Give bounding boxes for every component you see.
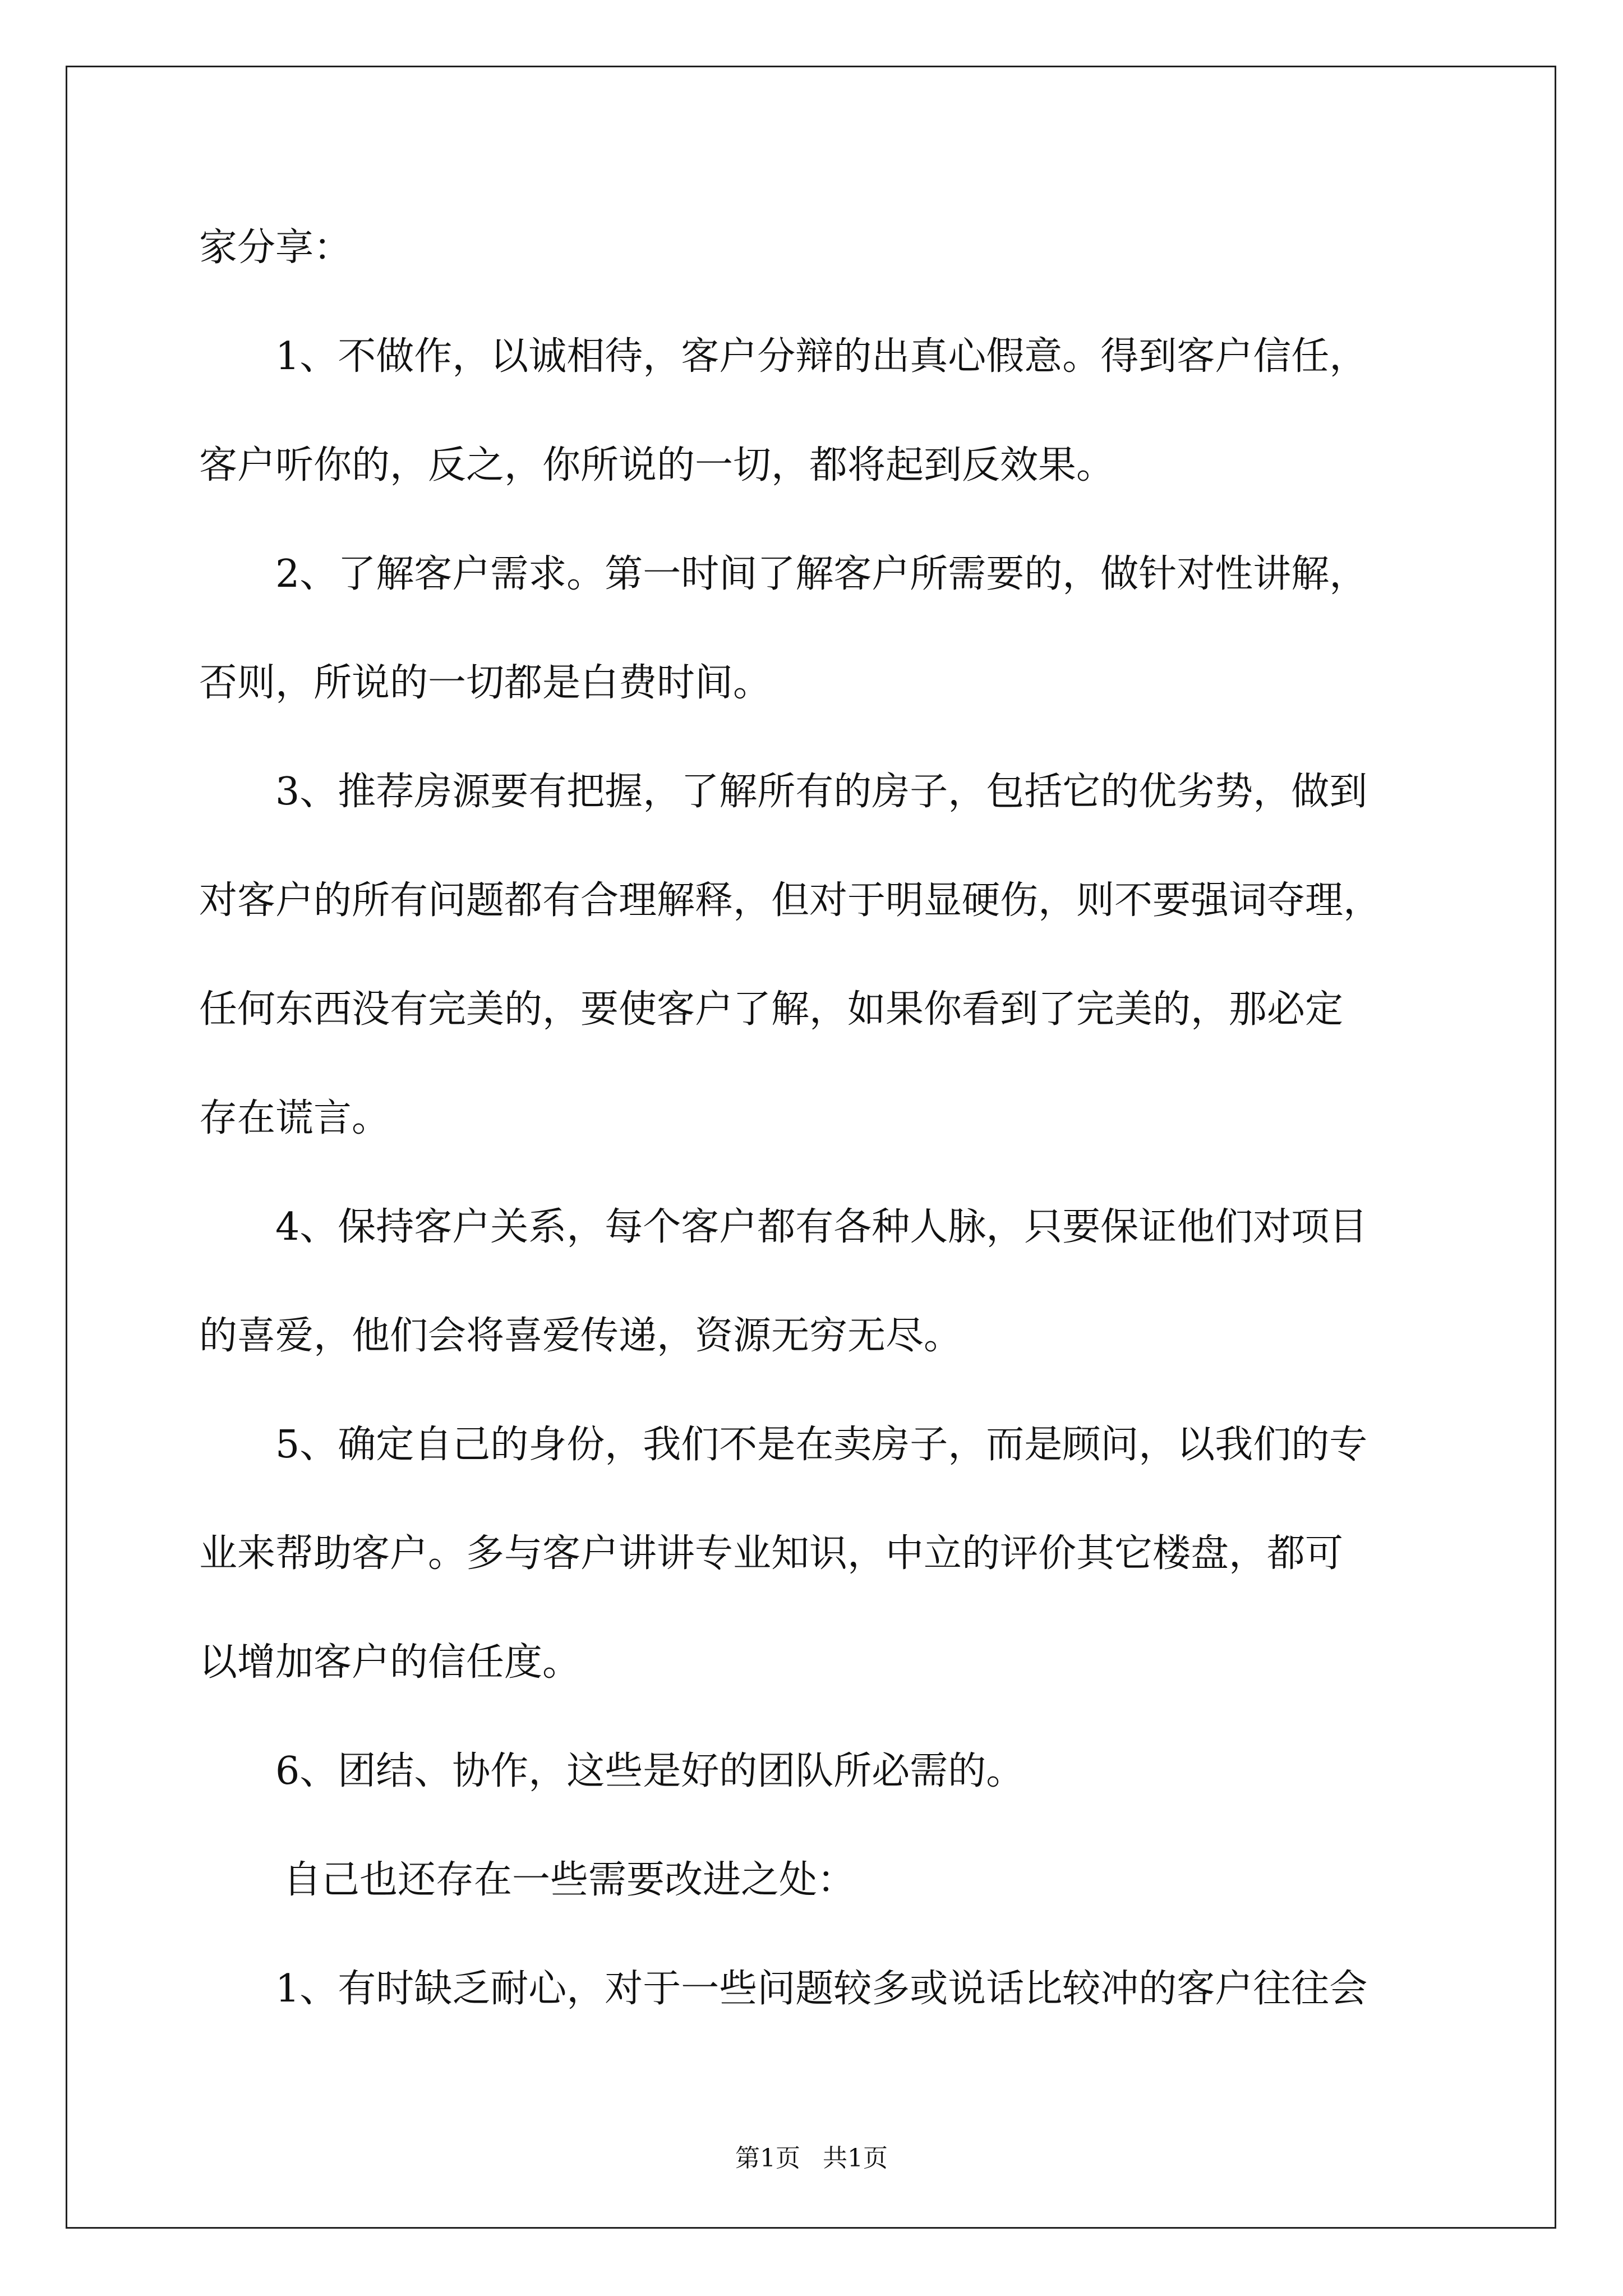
text-line: 对客户的所有问题都有合理解释，但对于明显硬伤，则不要强词夺理， [199, 878, 1382, 923]
text-line: 1、不做作，以诚相待，客户分辩的出真心假意。得到客户信任， [275, 334, 1368, 379]
page-number-current: 第1页 [735, 2144, 800, 2173]
text-line: 客户听你的，反之，你所说的一切，都将起到反效果。 [199, 443, 1115, 487]
text-line: 1、有时缺乏耐心，对于一些问题较多或说话比较冲的客户往往会 [275, 1967, 1368, 2011]
text-line: 业来帮助客户。多与客户讲讲专业知识，中立的评价其它楼盘，都可 [199, 1531, 1344, 1576]
text-line: 以增加客户的信任度。 [199, 1640, 581, 1685]
text-line: 6、团结、协作，这些是好的团队所必需的。 [275, 1749, 1025, 1793]
page-footer [0, 2142, 1623, 2175]
text-line: 家分享： [199, 226, 352, 270]
text-line: 5、确定自己的身份，我们不是在卖房子，而是顾问，以我们的专 [275, 1423, 1368, 1467]
text-line: 否则，所说的一切都是白费时间。 [199, 661, 772, 705]
text-line: 2、了解客户需求。第一时间了解客户所需要的，做针对性讲解， [275, 552, 1368, 596]
text-line: 存在谎言。 [199, 1096, 390, 1140]
text-line: 任何东西没有完美的，要使客户了解，如果你看到了完美的，那必定 [199, 987, 1344, 1032]
text-line: 的喜爱，他们会将喜爱传递，资源无穷无尽。 [199, 1314, 962, 1358]
text-line: 4、保持客户关系，每个客户都有各种人脉，只要保证他们对项目 [275, 1205, 1368, 1249]
text-line: 自己也还存在一些需要改进之处： [283, 1858, 856, 1902]
text-line: 3、推荐房源要有把握，了解所有的房子，包括它的优劣势，做到 [275, 770, 1368, 814]
page-number-total: 共1页 [823, 2144, 888, 2173]
